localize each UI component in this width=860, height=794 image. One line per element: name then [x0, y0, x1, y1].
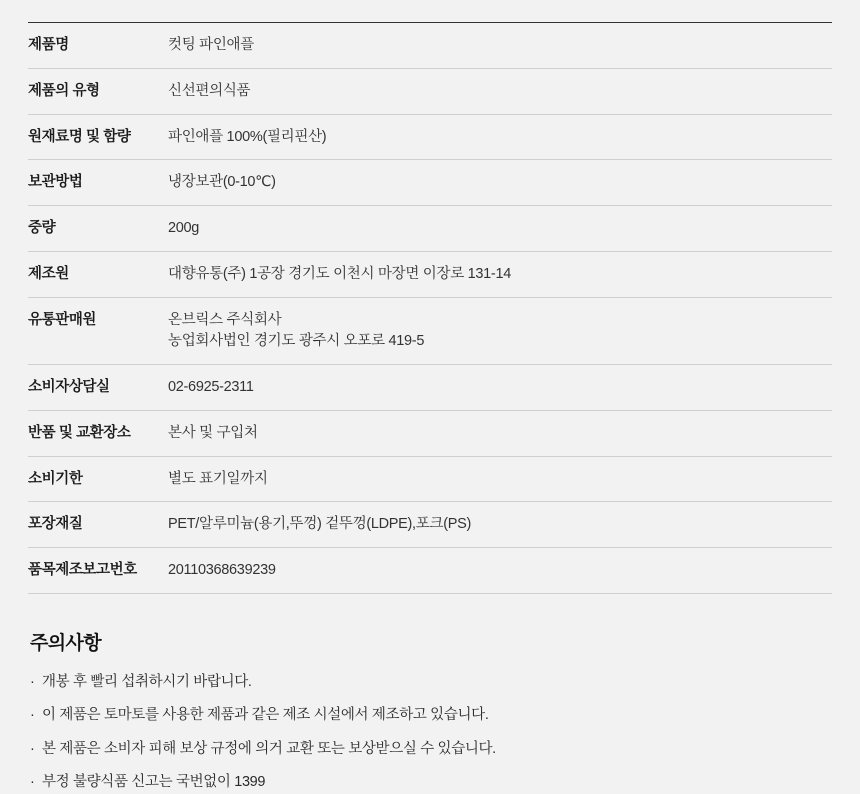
notice-item-text: 부정 불량식품 신고는 국번없이 1399 [42, 774, 266, 791]
spec-label: 중량 [28, 220, 56, 236]
product-spec-table [28, 22, 832, 594]
table-row [28, 251, 832, 297]
spec-value [168, 410, 832, 456]
spec-value-line: 파인애플 100%(필리핀산) [168, 128, 327, 145]
list-item [30, 738, 832, 760]
spec-value [168, 160, 832, 206]
table-row [28, 548, 832, 594]
notice-section [28, 628, 832, 794]
spec-label: 품목제조보고번호 [28, 562, 137, 578]
spec-value-line: 신선편의식품 [168, 82, 251, 99]
table-row [28, 160, 832, 206]
bullet-icon: · [30, 740, 35, 757]
spec-label: 제품명 [28, 37, 69, 53]
list-item [30, 671, 832, 693]
list-item [30, 771, 832, 793]
notice-item-text: 개봉 후 빨리 섭취하시기 바랍니다. [42, 673, 252, 690]
table-row [28, 410, 832, 456]
spec-value-line: 200g [168, 220, 200, 236]
spec-value [168, 23, 832, 69]
spec-label: 소비기한 [28, 470, 83, 487]
spec-value [168, 502, 832, 548]
spec-value-line: 컷팅 파인애플 [168, 37, 254, 53]
table-row [28, 23, 832, 69]
spec-value-line: PET/알루미늄(용기,뚜껑) 겉뚜껑(LDPE),포크(PS) [168, 516, 471, 533]
spec-value [168, 548, 832, 594]
spec-value [168, 456, 832, 502]
spec-value-line: 본사 및 구입처 [168, 424, 258, 441]
table-row [28, 68, 832, 114]
bullet-icon: · [30, 673, 35, 690]
spec-value-line: 02-6925-2311 [168, 379, 254, 395]
notice-item-text: 이 제품은 토마토를 사용한 제품과 같은 제조 시설에서 제조하고 있습니다. [42, 707, 489, 724]
spec-value-line: 별도 표기일까지 [168, 470, 268, 487]
table-row [28, 114, 832, 160]
spec-value [168, 206, 832, 252]
spec-value [168, 68, 832, 114]
spec-value-line: 냉장보관(0-10℃) [168, 174, 276, 191]
spec-table-body [28, 23, 832, 594]
notice-list [30, 671, 832, 794]
spec-label: 소비자상담실 [28, 379, 110, 395]
product-info-page [0, 22, 860, 791]
spec-value-line: 대향유통(주) 1공장 경기도 이천시 마장면 이장로 131-14 [168, 265, 511, 282]
spec-value-line: 농업회사법인 경기도 광주시 오포로 419-5 [168, 333, 425, 350]
spec-value [168, 297, 832, 365]
spec-label: 유통판매원 [28, 311, 97, 328]
spec-label: 반품 및 교환장소 [28, 424, 131, 441]
spec-label: 원재료명 및 함량 [28, 128, 131, 145]
spec-value-line: 온브릭스 주식회사 [168, 311, 282, 328]
spec-value [168, 251, 832, 297]
bullet-icon: · [30, 774, 35, 791]
table-row [28, 365, 832, 411]
spec-label: 제품의 유형 [28, 82, 100, 99]
table-row [28, 297, 832, 365]
spec-value [168, 114, 832, 160]
spec-value [168, 365, 832, 411]
table-row [28, 456, 832, 502]
spec-label: 제조원 [28, 265, 69, 282]
spec-value-line: 20110368639239 [168, 562, 276, 578]
table-row [28, 206, 832, 252]
bullet-icon: · [30, 707, 35, 724]
spec-label: 포장재질 [28, 516, 83, 533]
spec-label: 보관방법 [28, 174, 83, 191]
notice-title: 주의사항 [30, 632, 102, 654]
table-row [28, 502, 832, 548]
list-item [30, 704, 832, 726]
notice-item-text: 본 제품은 소비자 피해 보상 규정에 의거 교환 또는 보상받으실 수 있습니다. [42, 740, 496, 757]
